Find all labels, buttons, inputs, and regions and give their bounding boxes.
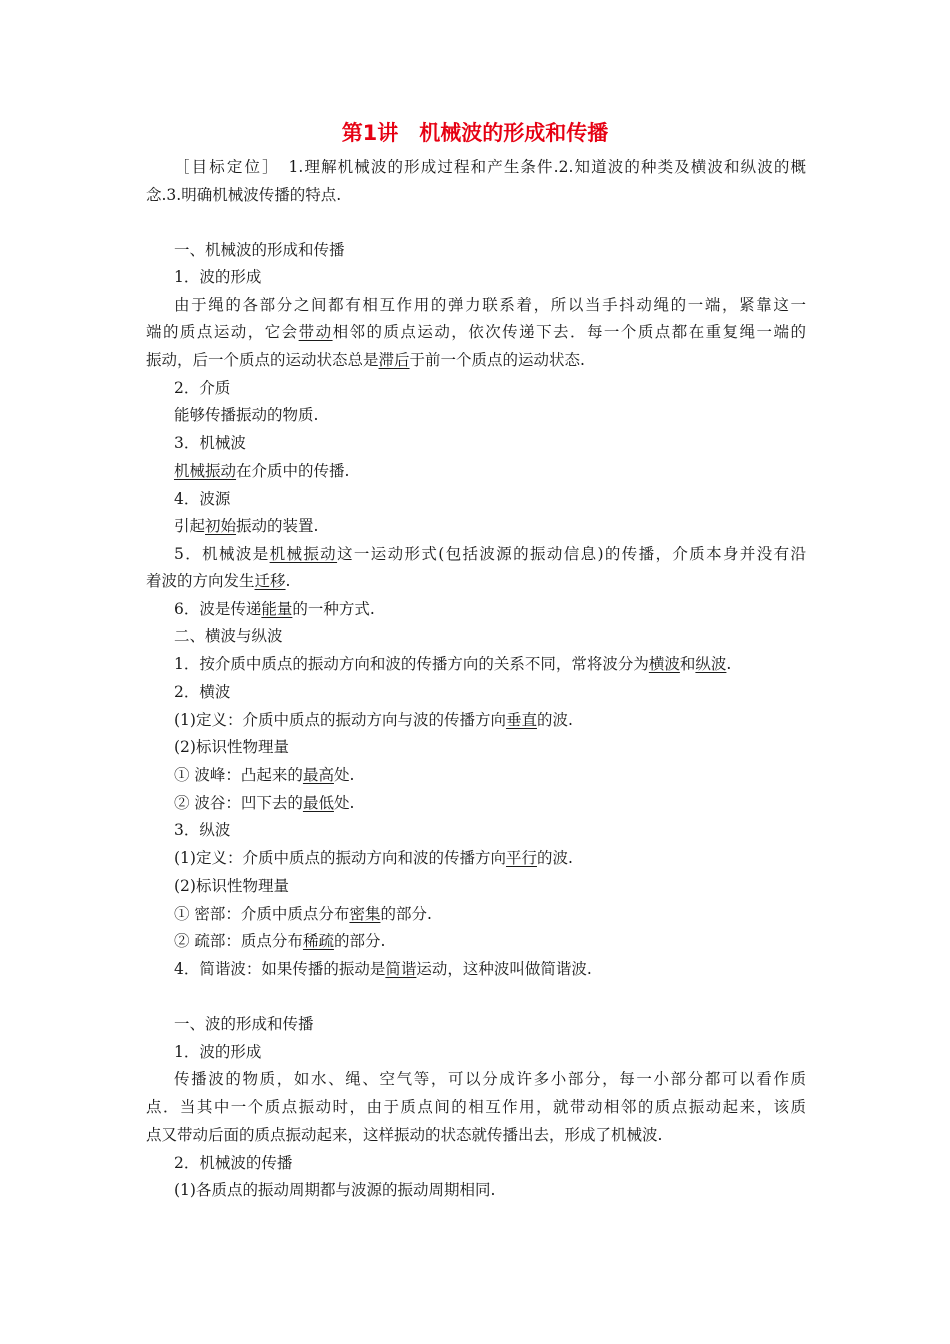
s2-p2-definition bbox=[174, 709, 806, 731]
answer-blank: 能量 bbox=[261, 600, 293, 618]
s3-p1-line-2: 点．当其中一个质点振动时，由于质点间的相互作用，就带动相邻的质点振动起来，该质 bbox=[146, 1098, 806, 1116]
answer-blank: 稀疏 bbox=[302, 932, 334, 950]
answer-blank: 垂直 bbox=[505, 711, 537, 729]
s1-p1-heading: 1．波的形成 bbox=[174, 268, 262, 286]
s1-p1-line-2 bbox=[146, 321, 806, 343]
answer-blank: 迁移 bbox=[254, 572, 286, 590]
answer-blank: 纵波 bbox=[695, 655, 727, 673]
text-run: 振动的装置. bbox=[236, 517, 319, 535]
text-run: . bbox=[285, 572, 291, 590]
answer-blank: 最高 bbox=[302, 766, 334, 784]
s3-p1-heading: 1．波的形成 bbox=[174, 1043, 262, 1061]
text-run: ① 密部：介质中质点分布 bbox=[174, 905, 350, 923]
text-run: 的一种方式. bbox=[292, 600, 375, 618]
text-run: . bbox=[726, 655, 732, 673]
answer-blank: 横波 bbox=[648, 655, 680, 673]
s3-p1-line-3: 点又带动后面的质点振动起来，这样振动的状态就传播出去，形成了机械波. bbox=[146, 1126, 663, 1144]
s1-p1-line-3 bbox=[146, 349, 806, 371]
text-run: 6．波是传递 bbox=[174, 600, 262, 618]
section-1-heading: 一、机械波的形成和传播 bbox=[174, 241, 345, 259]
text-run: 这一运动形式(包括波源的振动信息)的传播，介质本身并没有沿 bbox=[337, 545, 806, 563]
s2-p2-heading: 2．横波 bbox=[174, 683, 231, 701]
s1-p2-heading: 2．介质 bbox=[174, 379, 231, 397]
text-run: 端的质点运动，它会 bbox=[146, 323, 299, 341]
text-run: ② 疏部：质点分布 bbox=[174, 932, 303, 950]
s2-p2-item-1 bbox=[174, 764, 806, 786]
text-run: 的部分. bbox=[333, 932, 386, 950]
text-run: 的波. bbox=[536, 711, 573, 729]
text-run: 4．简谐波：如果传播的振动是 bbox=[174, 960, 386, 978]
s1-p5-line-2 bbox=[146, 570, 806, 592]
section-3-heading: 一、波的形成和传播 bbox=[174, 1015, 314, 1033]
text-run: 处. bbox=[333, 794, 355, 812]
text-run: (1)定义：介质中质点的振动方向与波的传播方向 bbox=[174, 711, 506, 729]
answer-blank: 初始 bbox=[205, 517, 237, 535]
text-run: 运动，这种波叫做简谐波. bbox=[416, 960, 592, 978]
text-run: 和 bbox=[679, 655, 696, 673]
text-run: 处. bbox=[333, 766, 355, 784]
text-run: 1．按介质中质点的振动方向和波的传播方向的关系不同，常将波分为 bbox=[174, 655, 649, 673]
s2-p4 bbox=[174, 958, 806, 980]
goal-text-2: 念.3.明确机械波传播的特点. bbox=[146, 186, 342, 204]
section-2-heading: 二、横波与纵波 bbox=[174, 627, 283, 645]
goal-line-1 bbox=[174, 156, 806, 178]
s2-p2-subheading: (2)标识性物理量 bbox=[174, 738, 289, 756]
s2-p3-heading: 3．纵波 bbox=[174, 821, 231, 839]
text-run: 的波. bbox=[536, 849, 573, 867]
text-run: 着波的方向发生 bbox=[146, 572, 255, 590]
s2-p2-item-2 bbox=[174, 792, 806, 814]
answer-blank: 密集 bbox=[349, 905, 381, 923]
text-run: ① 波峰：凸起来的 bbox=[174, 766, 303, 784]
goal-tag: ［目标定位］ bbox=[174, 158, 272, 176]
answer-blank: 机械振动 bbox=[174, 462, 237, 480]
s3-p2-heading: 2．机械波的传播 bbox=[174, 1154, 293, 1172]
answer-blank: 机械振动 bbox=[269, 545, 338, 563]
s1-p2-text: 能够传播振动的物质. bbox=[174, 406, 319, 424]
text-run: 在介质中的传播. bbox=[236, 462, 350, 480]
text-run: 5．机械波是 bbox=[174, 545, 270, 563]
s3-p1-line-1: 传播波的物质，如水、绳、空气等，可以分成许多小部分，每一小部分都可以看作质 bbox=[174, 1070, 806, 1088]
s1-p1-line-1: 由于绳的各部分之间都有相互作用的弹力联系着，所以当手抖动绳的一端，紧靠这一 bbox=[174, 296, 806, 314]
text-run: 的部分. bbox=[380, 905, 432, 923]
s1-p3-text bbox=[174, 460, 806, 482]
text-run: 振动，后一个质点的运动状态总是 bbox=[146, 351, 379, 369]
answer-blank: 带动 bbox=[298, 323, 333, 341]
s1-p5-line-1 bbox=[174, 543, 806, 565]
s1-p4-heading: 4．波源 bbox=[174, 490, 231, 508]
s2-p1 bbox=[174, 653, 806, 675]
s1-p6 bbox=[174, 598, 806, 620]
answer-blank: 平行 bbox=[505, 849, 537, 867]
text-run: 引起 bbox=[174, 517, 206, 535]
text-run: 于前一个质点的运动状态. bbox=[409, 351, 585, 369]
s2-p3-definition bbox=[174, 847, 806, 869]
s2-p3-item-2 bbox=[174, 930, 806, 952]
answer-blank: 滞后 bbox=[378, 351, 410, 369]
answer-blank: 最低 bbox=[302, 794, 334, 812]
page-title: 第1讲 机械波的形成和传播 bbox=[341, 121, 609, 145]
s2-p3-subheading: (2)标识性物理量 bbox=[174, 877, 289, 895]
s1-p3-heading: 3．机械波 bbox=[174, 434, 246, 452]
text-run: (1)定义：介质中质点的振动方向和波的传播方向 bbox=[174, 849, 506, 867]
s3-p2-line-1: (1)各质点的振动周期都与波源的振动周期相同. bbox=[174, 1181, 496, 1199]
goal-text-1: 1.理解机械波的形成过程和产生条件.2.知道波的种类及横波和纵波的概 bbox=[271, 158, 806, 176]
s1-p4-text bbox=[174, 515, 806, 537]
s2-p3-item-1 bbox=[174, 903, 806, 925]
text-run: ② 波谷：凹下去的 bbox=[174, 794, 303, 812]
answer-blank: 简谐 bbox=[385, 960, 417, 978]
text-run: 相邻的质点运动，依次传递下去．每一个质点都在重复绳一端的 bbox=[332, 323, 806, 341]
